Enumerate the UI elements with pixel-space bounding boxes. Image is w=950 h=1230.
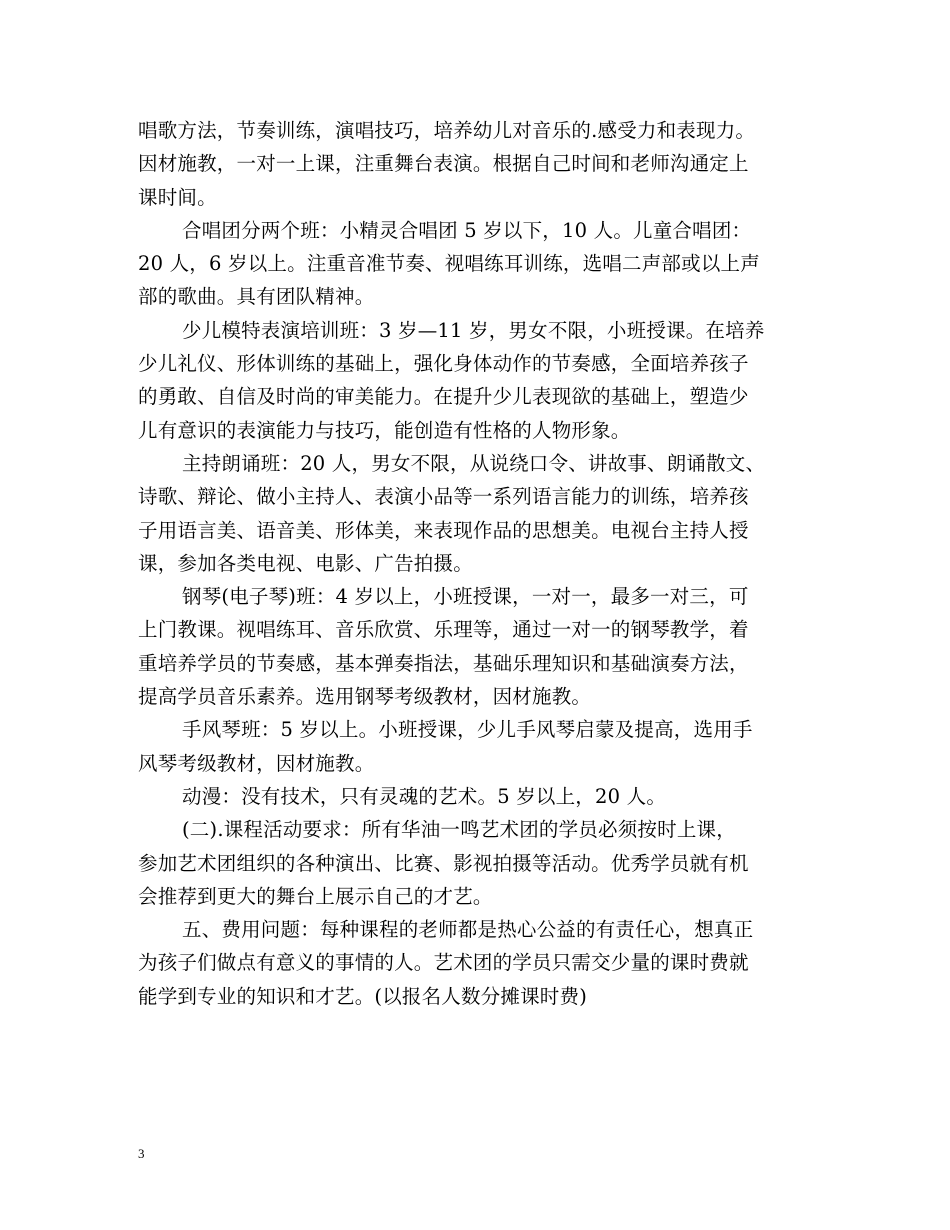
text-line: 动漫：没有技术，只有灵魂的艺术。5 岁以上，20 人。 [182,784,667,808]
text-line: 部的歌曲。具有团队精神。 [138,285,375,309]
text-line: 重培养学员的节奏感，基本弹奏指法，基础乐理知识和基础演奏方法， [138,651,749,675]
paragraph-piano-class [138,580,828,713]
text-line: 课时间。 [138,185,217,209]
text-line: 课，参加各类电视、电影、广告拍摄。 [138,551,473,575]
text-line: 因材施教，一对一上课，注重舞台表演。根据自己时间和老师沟通定上 [138,152,749,176]
paragraph-activity-requirements [138,813,828,913]
paragraph-model-class [138,314,828,447]
paragraph-singing-method [138,114,828,214]
text-line: 唱歌方法，节奏训练，演唱技巧，培养幼儿对音乐的.感受力和表现力。 [138,119,756,142]
text-line: 上门教课。视唱练耳、音乐欣赏、乐理等，通过一对一的钢琴教学，着 [138,618,749,642]
paragraph-animation-class [138,780,828,813]
text-line: 参加艺术团组织的各种演出、比赛、影视拍摄等活动。优秀学员就有机 [138,851,749,875]
text-line: (二).课程活动要求：所有华油一鸣艺术团的学员必须按时上课， [182,818,736,842]
page-number: 3 [138,1146,145,1161]
text-line: 手风琴班：5 岁以上。小班授课，少儿手风琴启蒙及提高，选用手 [182,718,753,742]
paragraph-choir [138,214,828,314]
text-line: 风琴考级教材，因材施教。 [138,751,375,775]
text-line: 会推荐到更大的舞台上展示自己的才艺。 [138,884,493,908]
text-line: 主持朗诵班：20 人，男女不限，从说绕口令、讲故事、朗诵散文、 [182,451,766,475]
text-line: 少儿模特表演培训班：3 岁—11 岁，男女不限，小班授课。在培养 [182,318,765,342]
text-line: 儿有意识的表演能力与技巧，能创造有性格的人物形象。 [138,418,631,442]
text-line: 钢琴(电子琴)班：4 岁以上，小班授课，一对一，最多一对三，可 [182,585,749,609]
text-line: 合唱团分两个班：小精灵合唱团 5 岁以下，10 人。儿童合唱团： [182,218,752,242]
text-line: 诗歌、辩论、做小主持人、表演小品等一系列语言能力的训练，培养孩 [138,485,749,509]
text-line: 子用语言美、语音美、形体美，来表现作品的思想美。电视台主持人授 [138,518,749,542]
paragraph-accordion-class [138,713,828,780]
text-line: 的勇敢、自信及时尚的审美能力。在提升少儿表现欲的基础上，塑造少 [138,385,749,409]
text-line: 少儿礼仪、形体训练的基础上，强化身体动作的节奏感，全面培养孩子 [138,352,749,376]
text-line: 五、费用问题：每种课程的老师都是热心公益的有责任心，想真正 [182,918,754,942]
document-body [138,114,828,1013]
text-line: 20 人，6 岁以上。注重音准节奏、视唱练耳训练，选唱二声部或以上声 [138,252,760,276]
text-line: 为孩子们做点有意义的事情的人。艺术团的学员只需交少量的课时费就 [138,951,749,975]
paragraph-fees [138,913,828,1013]
text-line: 能学到专业的知识和才艺。(以报名人数分摊课时费) [138,984,588,1008]
text-line: 提高学员音乐素养。选用钢琴考级教材，因材施教。 [138,685,592,709]
paragraph-hosting-class [138,447,828,580]
